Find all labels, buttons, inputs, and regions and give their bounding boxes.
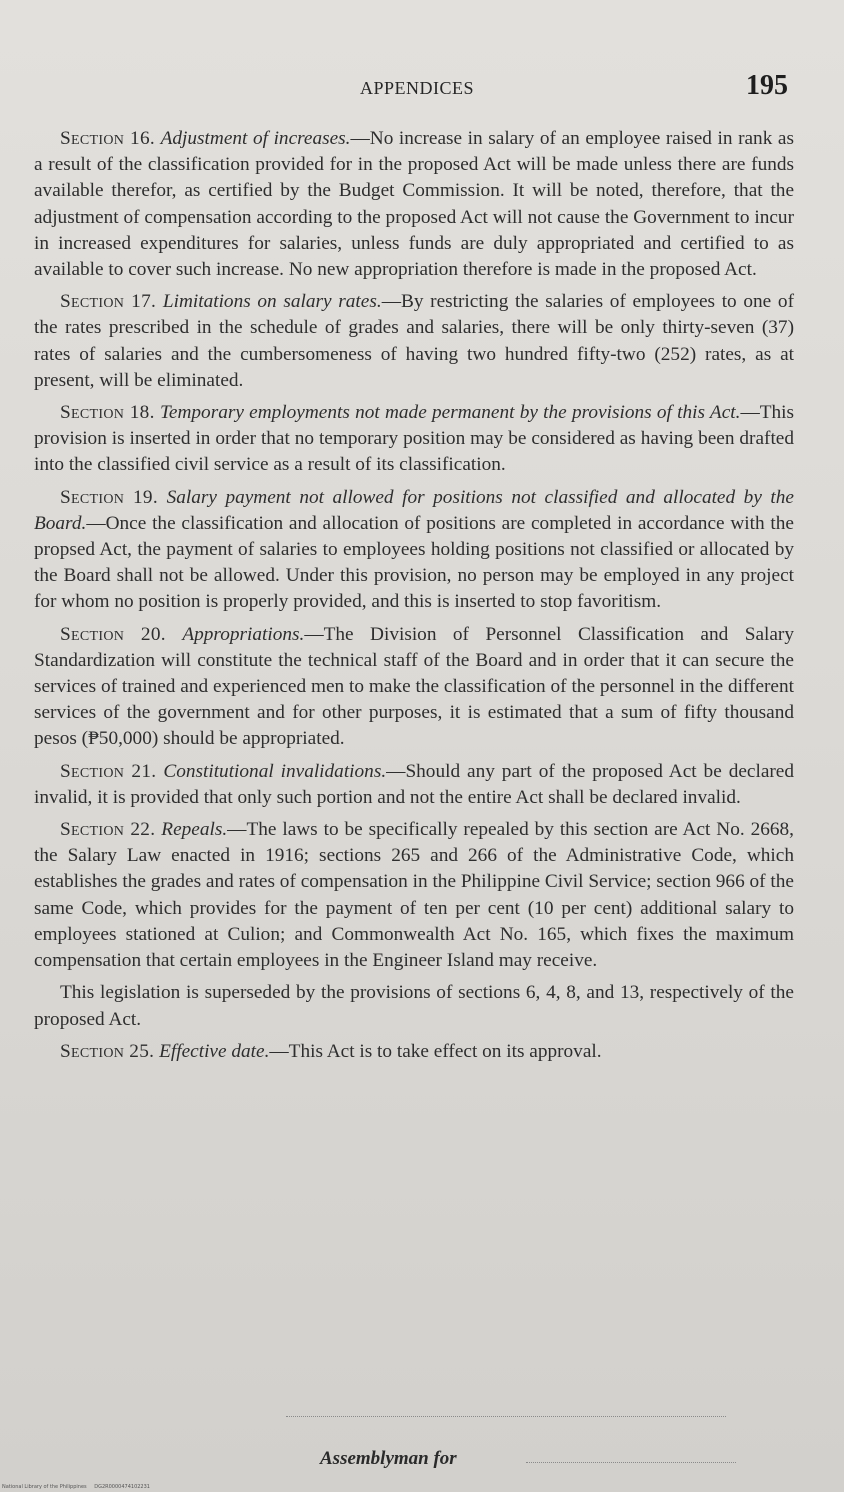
section-25 — [34, 1039, 794, 1065]
scan-code: DG2R0000474102231 — [94, 1484, 150, 1490]
signature-label: Assemblyman for — [320, 1448, 457, 1469]
section-text: —This provision is inserted in order that no temporary position may be considered as having been drafted into the classified civil service as a result of its classification. — [34, 402, 794, 476]
district-line — [526, 1462, 736, 1463]
section-text: —No increase in salary of an employee raised in rank as a result of the classification provided for in the proposed Act will be made unless there are funds available therefor, as certified by the Budget Commission. It will be noted, therefore, that the adjustment of compensation according to the proposed Act will not cause the Government to incur in increased expenditures for salaries, unless funds are duly appropriated and certified to as available to cover such increase. No new appropriation therefore is made in the proposed Act. — [34, 128, 794, 281]
section-19 — [34, 485, 794, 616]
body-text — [34, 126, 794, 1071]
section-22-note — [34, 980, 794, 1032]
section-lead: Section 25. — [60, 1040, 155, 1062]
section-16 — [34, 126, 794, 283]
section-text: This legislation is superseded by the provisions of sections 6, 4, 8, and 13, respectively of the proposed Act. — [34, 982, 794, 1030]
section-heading: Constitutional invalidations. — [163, 760, 387, 782]
section-heading: Effective date. — [159, 1040, 270, 1062]
section-text: —Should any part of the proposed Act be declared invalid, it is provided that only such portion and not the entire Act shall be declared invalid. — [34, 760, 794, 808]
library-credit: National Library of the Philippines — [2, 1484, 87, 1490]
section-20 — [34, 622, 794, 753]
section-heading: Temporary employments not made permanent by the provisions of this Act. — [159, 402, 741, 424]
running-title: APPENDICES — [359, 78, 475, 98]
section-lead: Section 18. — [60, 402, 155, 424]
signature-block — [280, 1408, 750, 1468]
scan-footer — [2, 1484, 156, 1490]
section-heading: Salary payment not allowed for positions not classified and allocated by the Board. — [34, 486, 794, 534]
section-text: —The laws to be specifically repealed by this section are Act No. 2668, the Salary Law enacted in 1916; sections 265 and 266 of the Administrative Code, which establishes the grades and rates of compensation in the Philippine Civil Service; section 966 of the same Code, which provides for the payment of ten per cent (10 per cent) additional salary to employees stationed at Culion; and Commonwealth Act No. 165, which fixes the maximum compensation that certain employees in the Engineer Island may receive. — [34, 819, 794, 972]
section-heading: Adjustment of increases. — [160, 128, 351, 149]
section-18 — [34, 400, 794, 479]
section-heading: Repeals. — [161, 819, 228, 841]
section-text: —Once the classification and allocation of positions are completed in accordance with the propsed Act, the payment of salaries to employees holding positions not classified or allocated by the Board shall not be allowed. Under this provision, no person may be employed in any project for whom no position is properly provided, and this is inserted to stop favoritism. — [34, 512, 794, 613]
section-heading: Appropriations. — [182, 623, 305, 645]
section-lead: Section 20. — [60, 623, 166, 645]
section-22 — [34, 817, 794, 974]
page-header — [40, 70, 794, 110]
section-lead: Section 19. — [60, 486, 158, 508]
section-17 — [34, 289, 794, 394]
page-number: 195 — [746, 70, 788, 101]
section-heading: Limitations on salary rates. — [162, 291, 382, 313]
section-lead: Section 22. — [60, 819, 156, 841]
section-text: —The Division of Personnel Classification and Salary Standardization will constitute the technical staff of the Board and in order that it can secure the services of trained and experienced men to make the classification of the personnel in the different services of the government and for other purposes, it is estimated that a sum of fifty thousand pesos (₱50,000) should be appropriated. — [34, 623, 794, 750]
section-text: —This Act is to take effect on its approval. — [269, 1040, 602, 1062]
section-lead: Section 16. — [60, 128, 156, 149]
section-lead: Section 21. — [60, 760, 157, 782]
section-text: —By restricting the salaries of employees to one of the rates prescribed in the schedule of grades and salaries, there will be only thirty-seven (37) rates of salaries and the cumbersomeness of having two hundred fifty-two (252) rates, as at present, will be eliminated. — [34, 291, 794, 391]
section-21 — [34, 759, 794, 811]
signature-line — [286, 1416, 726, 1417]
section-lead: Section 17. — [60, 291, 157, 313]
